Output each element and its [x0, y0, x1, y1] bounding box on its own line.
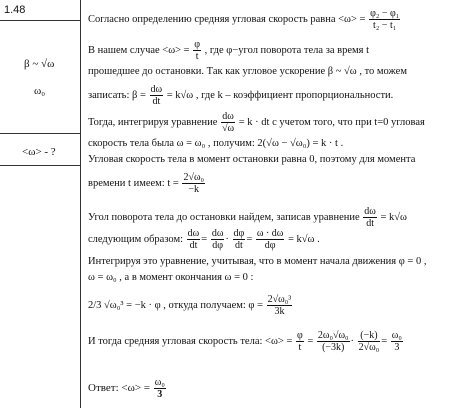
text: = k · dt с учетом того, что при t=0 угловая: [238, 116, 425, 128]
line-1: [88, 8, 401, 31]
solution-text: [88, 0, 470, 408]
denominator: 3: [157, 389, 163, 400]
text: И тогда средняя угловая скорость тела: <ω> =: [88, 335, 293, 347]
line-11: Интегрируя это уравнение, учитывая, что в момент начала движения φ = 0 ,: [88, 256, 427, 267]
text: В нашем случае <ω> =: [88, 44, 190, 56]
line-13: [88, 294, 293, 317]
denominator: 3: [394, 342, 400, 353]
fraction: [233, 228, 246, 251]
text: времени t имеем: t =: [88, 177, 179, 189]
numerator: dφ: [233, 228, 245, 239]
fraction: [317, 330, 350, 353]
fraction: [211, 228, 225, 251]
given-beta: β ~ √ω: [24, 58, 55, 70]
line-8: [88, 172, 206, 195]
text: Тогда, интегрируя уравнение: [88, 116, 218, 128]
denominator: dφ: [212, 240, 223, 251]
fraction: [221, 111, 235, 134]
numerator: ω · dω: [256, 228, 284, 239]
line-3: прошедшее до остановки. Так как угловое ускорение β ~ √ω , то можем: [88, 66, 407, 77]
line-4: [88, 84, 393, 107]
line-14: И тогда средняя угловая скорость тела: <ω> = $\frac{\varphi}{t}$ = $\frac{\text{2ω₀√ω₀}}{(-3k)}$ · $\frac{(-k)}{\text{2√ω₀}}$ = $\frac{\text{ω₀}}{3}$: [88, 330, 402, 353]
denominator: dt: [235, 240, 243, 251]
divider: [0, 165, 80, 166]
numerator: dω: [187, 228, 200, 239]
fraction: [358, 330, 381, 353]
text: Угол поворота тела до остановки найдем, записав уравнение: [88, 211, 360, 223]
numerator: φ: [194, 39, 201, 50]
answer-label: Ответ: <ω> =: [88, 382, 150, 395]
denominator: t: [195, 51, 199, 62]
line-6: скорость тела была ω = ω₀ , получим: 2(√ω − √ω₀) = k · t .: [88, 138, 344, 149]
denominator: t₂ − t₁: [373, 20, 397, 31]
text: записать: β =: [88, 89, 146, 101]
fraction: [391, 330, 403, 353]
denominator: t: [298, 342, 302, 353]
fraction: [267, 294, 293, 317]
divider: [0, 133, 80, 134]
text: следующим образом:: [88, 233, 184, 245]
fraction: [187, 228, 201, 251]
numerator: dω: [211, 228, 224, 239]
denominator: dt: [189, 240, 198, 251]
line-5: [88, 111, 425, 134]
text: , где φ−угол поворота тела за время t: [204, 44, 370, 56]
numerator: dω: [150, 84, 163, 95]
denominator: dt: [366, 218, 374, 229]
fraction: [182, 172, 205, 195]
text: = k√ω .: [287, 233, 320, 245]
numerator: φ: [296, 330, 303, 341]
numerator: 2ω₀√ω₀: [317, 330, 349, 341]
text: Согласно определению средняя угловая скорость равна <ω> =: [88, 13, 366, 25]
line-9: [88, 206, 407, 229]
denominator: 2√ω₀: [358, 342, 380, 353]
numerator: φ₂ − φ₁: [370, 8, 400, 19]
numerator: dω: [222, 111, 234, 122]
denominator: (−3k): [322, 342, 345, 353]
fraction: [150, 84, 164, 107]
text: = k√ω , где k – коэффициент пропорциональности.: [166, 89, 394, 101]
fraction: [363, 206, 377, 229]
answer-fraction: [154, 377, 166, 400]
line-10: следующим образом: $\frac{d\omega}{dt}$ = $\frac{d\omega}{d\varphi}$ · $\frac{d\varphi}{dt}$ = $\frac{\omega \cdot d\omega}{d\varphi}$ = k√ω .: [88, 228, 320, 251]
given-omega0: ω₀: [34, 85, 46, 97]
numerator: ω₀: [391, 330, 402, 341]
line-7: Угловая скорость тела в момент остановки равна 0, поэтому для момента: [88, 154, 416, 165]
numerator: ω₀: [154, 377, 165, 388]
denominator: √ω: [222, 123, 235, 134]
numerator: 2√ω₀³: [267, 294, 292, 305]
numerator: dω: [364, 206, 376, 217]
text: = k√ω: [380, 211, 407, 223]
answer-line: [88, 377, 167, 400]
fraction: [369, 8, 400, 31]
denominator: −k: [188, 184, 200, 195]
denominator: 3k: [274, 306, 285, 317]
denominator: dφ: [264, 240, 276, 251]
text: 2/3 √ω₀³ = −k · φ , откуда получаем: φ =: [88, 299, 264, 311]
equals: =: [307, 335, 314, 347]
denominator: dt: [152, 96, 161, 107]
line-2: [88, 39, 369, 62]
problem-number: 1.48: [4, 4, 26, 16]
numerator: 2√ω₀: [183, 172, 205, 183]
fraction: [256, 228, 285, 251]
divider: [0, 20, 80, 21]
unknown-omega: <ω> - ?: [22, 146, 56, 158]
numerator: (−k): [358, 330, 381, 342]
fraction: [296, 330, 304, 353]
fraction: [193, 39, 201, 62]
line-12: ω = ω₀ , а в момент окончания ω = 0 :: [88, 272, 254, 283]
